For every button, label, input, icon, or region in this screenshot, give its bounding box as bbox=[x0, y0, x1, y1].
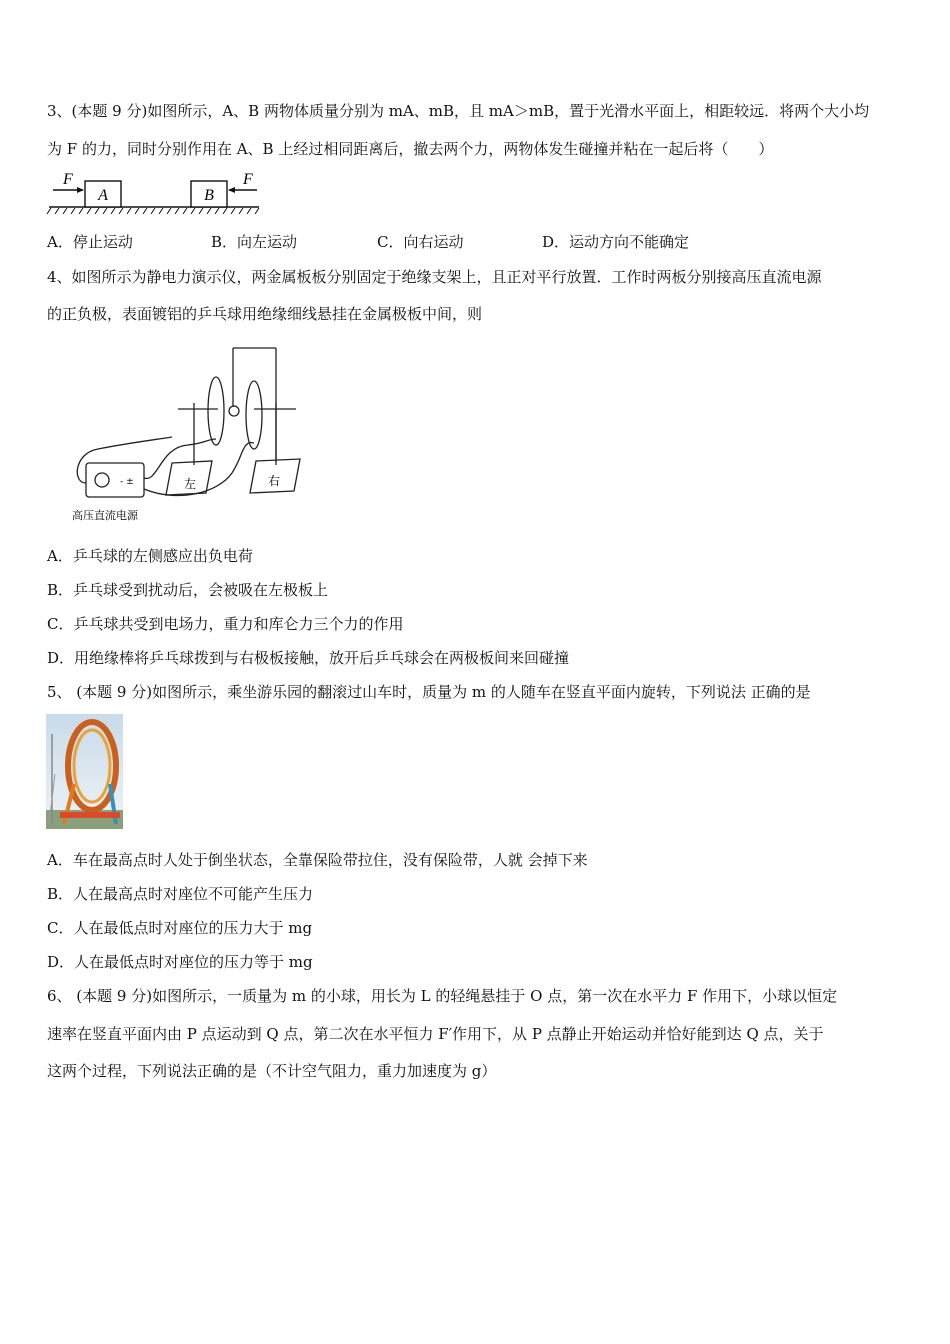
svg-text:- ±: - ± bbox=[120, 477, 134, 487]
q5-option-b[interactable]: B．人在最高点时对座位不可能产生压力 bbox=[47, 885, 314, 903]
ping-pong-ball bbox=[229, 406, 239, 416]
q4-stem-line1: 4、如图所示为静电力演示仪，两金属板板分别固定于绝缘支架上，且正对平行放置．工作时两板分别接高压直流电源 bbox=[47, 268, 822, 286]
q4-electrostatic-figure bbox=[68, 343, 308, 528]
right-plate-label: 右 bbox=[268, 474, 281, 488]
q5-option-d[interactable]: D．人在最低点时对座位的压力等于 mg bbox=[47, 953, 313, 971]
block-a-label: A bbox=[98, 187, 108, 204]
left-plate-label: 左 bbox=[184, 477, 197, 491]
force-label-right: F bbox=[243, 171, 253, 188]
q6-stem-line1: 6、 (本题 9 分)如图所示，一质量为 m 的小球，用长为 L 的轻绳悬挂于 O 点，第一次在水平力 F 作用下，小球以恒定 bbox=[47, 987, 838, 1005]
rollercoaster-photo bbox=[46, 714, 123, 829]
q3-option-a[interactable]: A．停止运动 bbox=[47, 233, 133, 251]
q4-stem-line2: 的正负极，表面镀铝的乒乓球用绝缘细线悬挂在金属极板中间，则 bbox=[47, 305, 483, 323]
q3-stem-line1: 3、(本题 9 分)如图所示，A、B 两物体质量分别为 mA、mB，且 mA＞mB，置于光滑水平面上，相距较远．将两个大小均 bbox=[47, 102, 870, 120]
q3-option-b[interactable]: B．向左运动 bbox=[211, 233, 298, 251]
q3-option-c[interactable]: C．向右运动 bbox=[377, 233, 464, 251]
q3-blocks-figure bbox=[45, 170, 265, 216]
q3-option-d[interactable]: D．运动方向不能确定 bbox=[542, 233, 690, 251]
q6-stem-line3: 这两个过程，下列说法正确的是（不计空气阻力，重力加速度为 g） bbox=[47, 1062, 497, 1080]
q5-stem-line1: 5、 (本题 9 分)如图所示，乘坐游乐园的翻滚过山车时，质量为 m 的人随车在竖直平面内旋转，下列说法 正确的是 bbox=[47, 683, 811, 701]
force-label-left: F bbox=[63, 171, 73, 188]
block-b-label: B bbox=[204, 187, 214, 204]
q4-option-a[interactable]: A．乒乓球的左侧感应出负电荷 bbox=[47, 547, 253, 565]
q4-option-d[interactable]: D．用绝缘棒将乒乓球拨到与右极板接触，放开后乒乓球会在两极板间来回碰撞 bbox=[47, 649, 570, 667]
q3-stem-line2: 为 F 的力，同时分别作用在 A、B 上经过相同距离后，撤去两个力，两物体发生碰撞并粘在一起后将（ ） bbox=[47, 140, 774, 158]
q3-options bbox=[47, 231, 907, 253]
q5-option-c[interactable]: C．人在最低点时对座位的压力大于 mg bbox=[47, 919, 313, 937]
power-supply-caption: 高压直流电源 bbox=[72, 509, 138, 522]
q4-option-b[interactable]: B．乒乓球受到扰动后，会被吸在左极板上 bbox=[47, 581, 329, 599]
q4-option-c[interactable]: C．乒乓球共受到电场力，重力和库仑力三个力的作用 bbox=[47, 615, 404, 633]
q6-stem-line2: 速率在竖直平面内由 P 点运动到 Q 点，第二次在水平恒力 F′作用下，从 P 点静止开始运动并恰好能到达 Q 点，关于 bbox=[47, 1025, 824, 1043]
q5-option-a[interactable]: A．车在最高点时人处于倒坐状态，全靠保险带拉住，没有保险带，人就 会掉下来 bbox=[47, 851, 588, 869]
